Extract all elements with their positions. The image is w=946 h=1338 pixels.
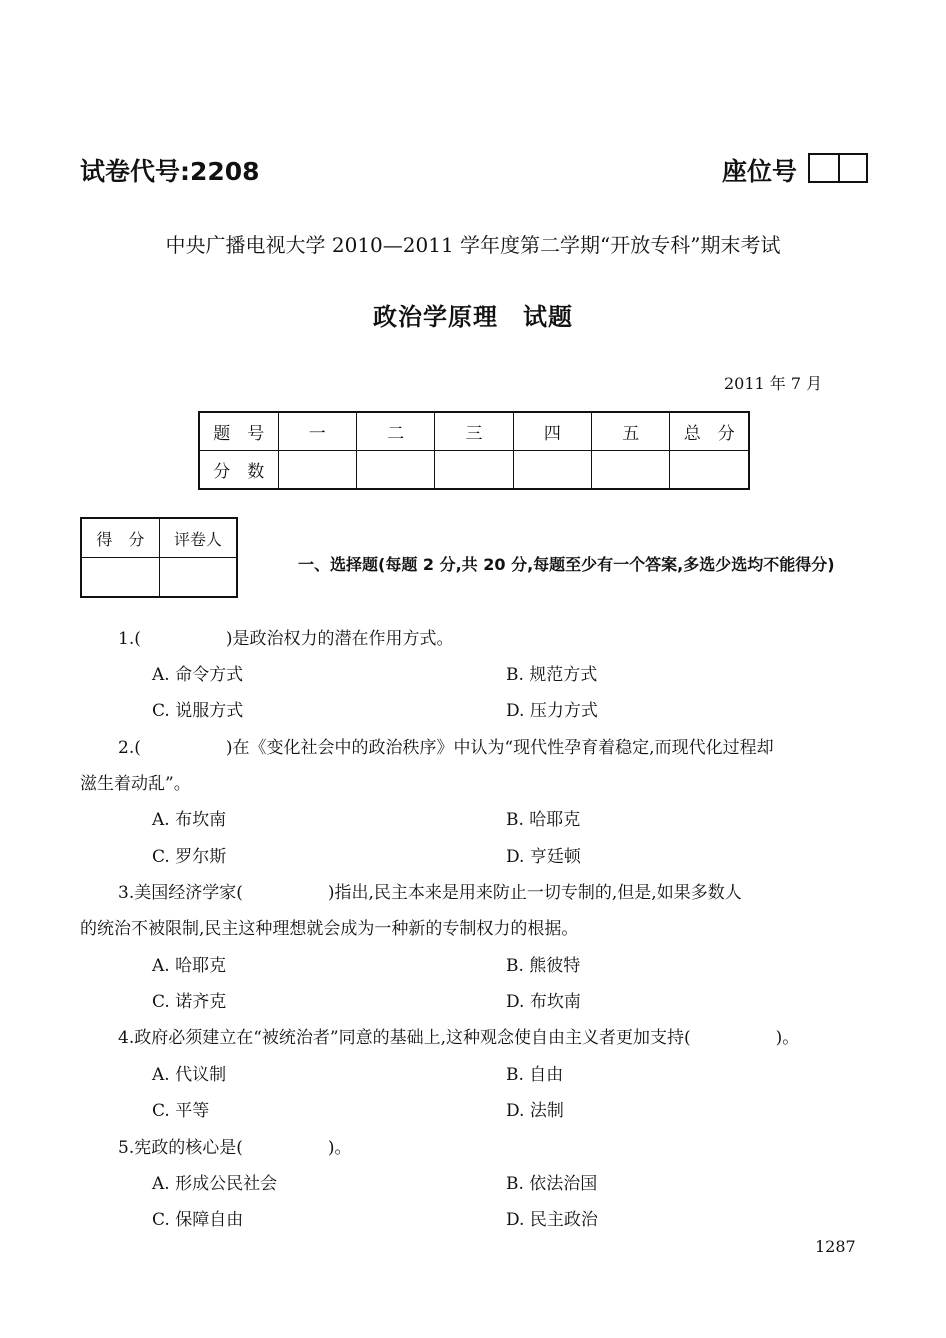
score-table [198,411,750,490]
score-table-header-cell: 题 号 [199,412,278,451]
question-2-option-c[interactable]: C. 罗尔斯 [152,847,227,867]
question-4-option-c[interactable]: C. 平等 [152,1101,210,1121]
question-3-option-b[interactable]: B. 熊彼特 [506,956,581,976]
question-4-option-d[interactable]: D. 法制 [506,1101,564,1121]
score-table-header-cell: 三 [435,412,513,451]
grader-table-header-row [81,518,237,558]
question-5-option-d[interactable]: D. 民主政治 [506,1210,598,1230]
question-2-option-a[interactable]: A. 布坎南 [152,810,227,830]
question-5-option-a[interactable]: A. 形成公民社会 [152,1174,278,1194]
question-4-option-a[interactable]: A. 代议制 [152,1065,227,1085]
exam-date: 2011 年 7 月 [724,374,823,393]
score-cell[interactable] [592,451,670,490]
question-2-stem: 2.( )在《变化社会中的政治秩序》中认为“现代性孕育着稳定,而现代化过程却 [118,738,774,758]
question-2-option-b[interactable]: B. 哈耶克 [506,810,581,830]
question-3-stem-continued: 的统治不被限制,民主这种理想就会成为一种新的专制权力的根据。 [80,919,579,939]
score-table-header-cell: 五 [592,412,670,451]
question-3-stem: 3.美国经济学家( )指出,民主本来是用来防止一切专制的,但是,如果多数人 [118,883,742,903]
question-1-stem: 1.( )是政治权力的潜在作用方式。 [118,629,454,649]
question-3-option-a[interactable]: A. 哈耶克 [152,956,227,976]
question-2-stem-continued: 滋生着动乱”。 [80,774,191,794]
question-1-option-b[interactable]: B. 规范方式 [506,665,598,685]
paper-code: 试卷代号:2208 [80,157,260,186]
question-4-stem: 4.政府必须建立在“被统治者”同意的基础上,这种观念使自由主义者更加支持( )。 [118,1028,800,1048]
score-cell[interactable] [513,451,591,490]
score-table-score-row [199,451,749,490]
score-table-header-cell: 四 [513,412,591,451]
question-3-option-d[interactable]: D. 布坎南 [506,992,581,1012]
score-table-header-cell: 总 分 [670,412,749,451]
question-1-option-a[interactable]: A. 命令方式 [152,665,244,685]
question-3-option-c[interactable]: C. 诺齐克 [152,992,227,1012]
question-1-option-c[interactable]: C. 说服方式 [152,701,244,721]
score-table-header-cell: 二 [356,412,434,451]
seat-number-boxes[interactable] [808,153,868,183]
exam-title: 中央广播电视大学 2010—2011 学年度第二学期“开放专科”期末考试 [165,233,781,257]
question-2-option-d[interactable]: D. 亨廷顿 [506,847,581,867]
score-table-header-cell: 一 [278,412,356,451]
grader-name-label: 评卷人 [159,518,237,558]
question-5-option-c[interactable]: C. 保障自由 [152,1210,244,1230]
grader-name-cell[interactable] [159,558,237,598]
section-one-title: 一、选择题(每题 2 分,共 20 分,每题至少有一个答案,多选少选均不能得分) [298,555,835,574]
score-cell[interactable] [356,451,434,490]
question-5-stem: 5.宪政的核心是( )。 [118,1138,352,1158]
question-5-option-b[interactable]: B. 依法治国 [506,1174,598,1194]
score-table-row-label: 分 数 [199,451,278,490]
score-cell[interactable] [435,451,513,490]
grader-score-cell[interactable] [81,558,159,598]
score-table-header-row [199,412,749,451]
page-number: 1287 [815,1237,856,1256]
grader-score-label: 得 分 [81,518,159,558]
question-1-option-d[interactable]: D. 压力方式 [506,701,598,721]
score-cell[interactable] [278,451,356,490]
grader-table [80,517,238,598]
score-cell[interactable] [670,451,749,490]
question-4-option-b[interactable]: B. 自由 [506,1065,564,1085]
grader-table-input-row [81,558,237,598]
subject-title: 政治学原理 试题 [373,303,573,331]
seat-number-label: 座位号 [722,157,798,186]
